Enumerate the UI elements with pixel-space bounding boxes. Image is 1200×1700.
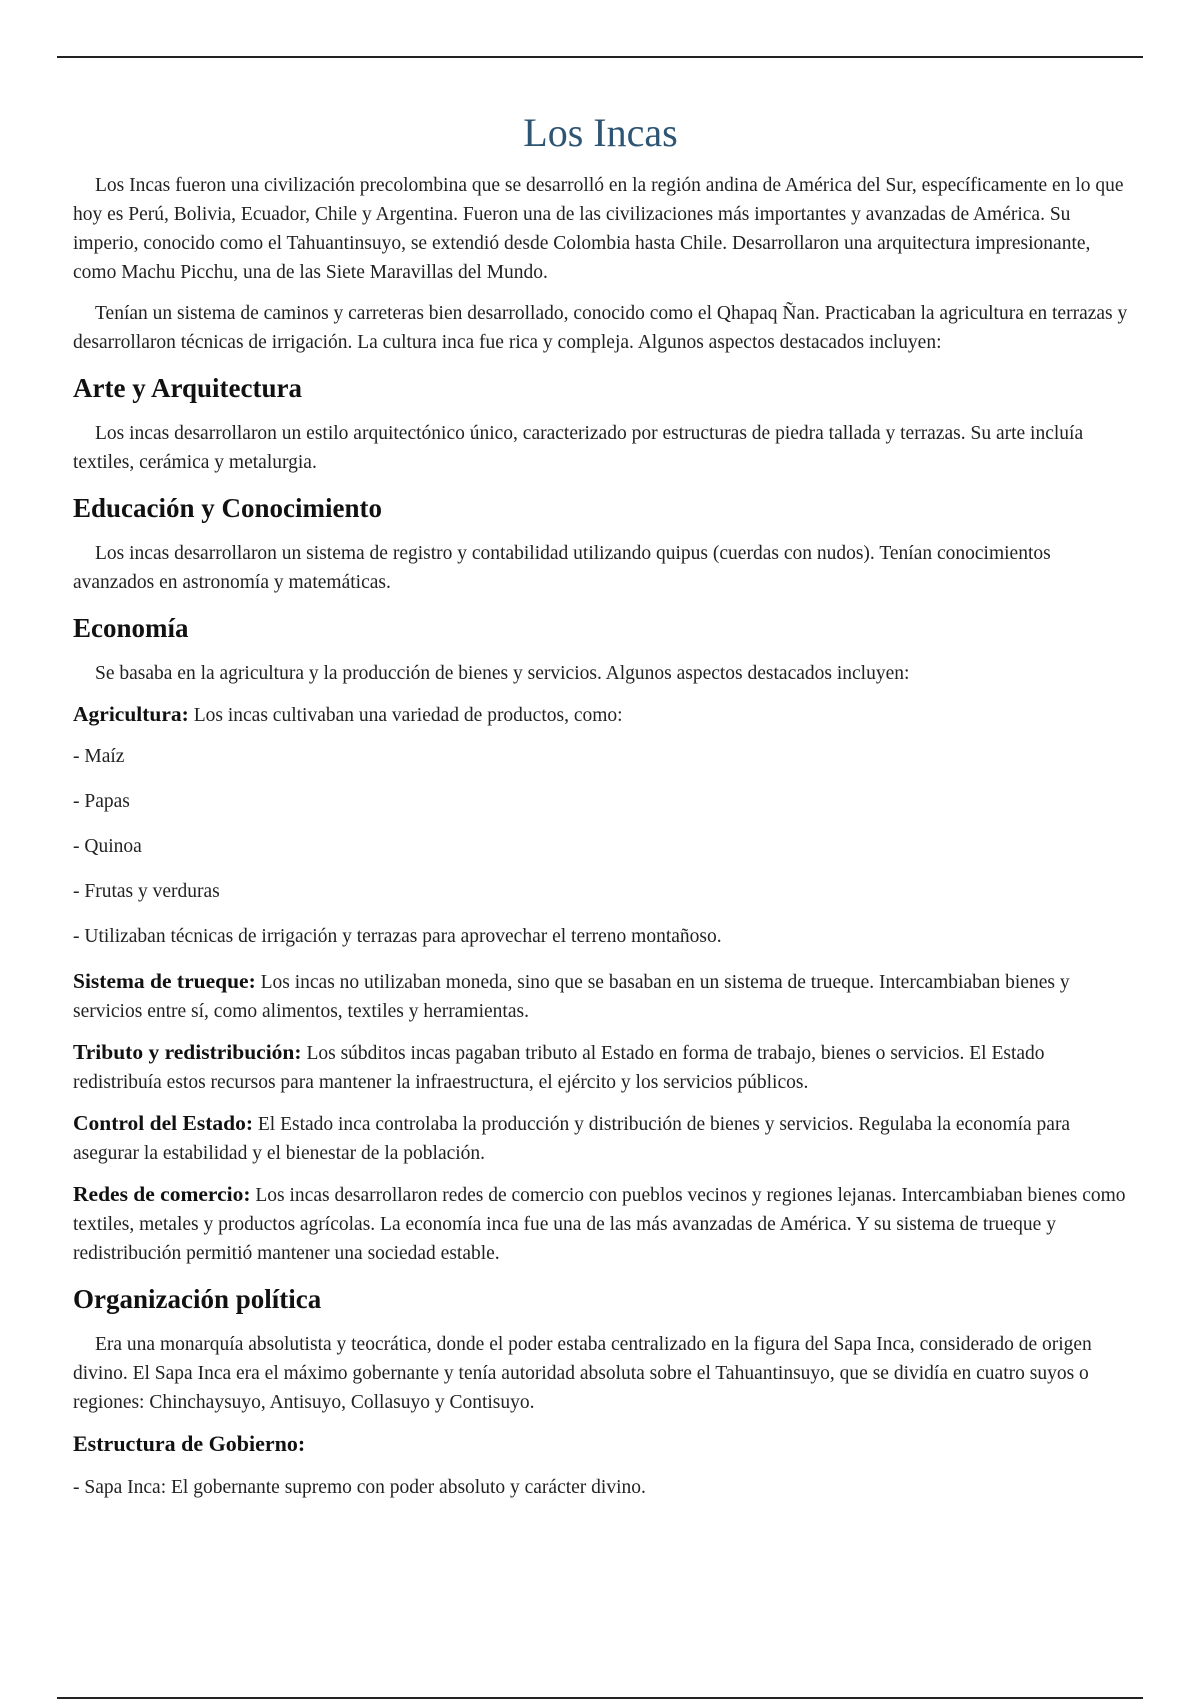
agricultura-paragraph <box>73 700 1128 730</box>
tributo-term: Tributo y redistribución: <box>73 1040 302 1064</box>
crop-item-maiz: - Maíz <box>73 746 125 767</box>
tributo-paragraph <box>73 1038 1128 1097</box>
top-rule <box>57 56 1143 58</box>
heading-educacion: Educación y Conocimiento <box>73 493 383 523</box>
document-body <box>73 105 1128 1518</box>
arte-paragraph: Los incas desarrollaron un estilo arquitectónico único, caracterizado por estructuras de piedra tallada y terrazas. Su arte incluía textiles, cerámica y metalurgia. <box>73 423 1084 473</box>
educacion-paragraph: Los incas desarrollaron un sistema de registro y contabilidad utilizando quipus (cuerdas con nudos). Tenían conocimientos avanzados en astronomía y matemáticas. <box>73 543 1051 593</box>
redes-paragraph <box>73 1180 1128 1268</box>
redes-term: Redes de comercio: <box>73 1182 251 1206</box>
trueque-term: Sistema de trueque: <box>73 969 256 993</box>
economia-intro: Se basaba en la agricultura y la producción de bienes y servicios. Algunos aspectos destacados incluyen: <box>95 663 910 684</box>
page-title: Los Incas <box>523 110 678 155</box>
bottom-rule <box>57 1697 1143 1699</box>
crop-item-irrigacion: - Utilizaban técnicas de irrigación y terrazas para aprovechar el terreno montañoso. <box>73 926 722 947</box>
agricultura-text: Los incas cultivaban una variedad de productos, como: <box>193 705 623 726</box>
trueque-text: Los incas no utilizaban moneda, sino que se basaban en un sistema de trueque. Intercambiaban bienes y servicios entre sí, como alimentos, textiles y herramientas. <box>73 972 1070 1022</box>
tributo-text: Los súbditos incas pagaban tributo al Estado en forma de trabajo, bienes o servicios. El Estado redistribuía estos recursos para mantener la infraestructura, el ejército y los servicios públicos. <box>73 1043 1045 1093</box>
crop-item-quinoa: - Quinoa <box>73 836 142 857</box>
heading-politica: Organización política <box>73 1284 322 1314</box>
intro-paragraph-2: Tenían un sistema de caminos y carreteras bien desarrollado, conocido como el Qhapaq Ñan. Practicaban la agricultura en terrazas y desarrollaron técnicas de irrigación. La cultura inca fue rica y compleja. Algunos aspectos destacados incluyen: <box>73 303 1128 353</box>
heading-estructura-gobierno: Estructura de Gobierno: <box>73 1431 306 1456</box>
intro-paragraph-1: Los Incas fueron una civilización precolombina que se desarrolló en la región andina de América del Sur, específicamente en lo que hoy es Perú, Bolivia, Ecuador, Chile y Argentina. Fueron una de las civilizaciones más importantes y avanzadas de América. Su imperio, conocido como el Tahuantinsuyo, se extendió desde Colombia hasta Chile. Desarrollaron una arquitectura impresionante, como Machu Picchu, una de las Siete Maravillas del Mundo. <box>73 175 1124 283</box>
control-text: El Estado inca controlaba la producción y distribución de bienes y servicios. Regulaba la economía para asegurar la estabilidad y el bienestar de la población. <box>73 1114 1071 1164</box>
crop-item-papas: - Papas <box>73 791 130 812</box>
agricultura-term: Agricultura: <box>73 702 189 726</box>
crop-item-frutas: - Frutas y verduras <box>73 881 220 902</box>
redes-text: Los incas desarrollaron redes de comercio con pueblos vecinos y regiones lejanas. Intercambiaban bienes como textiles, metales y productos agrícolas. La economía inca fue una de las más avanzadas de América. Y su sistema de trueque y redistribución permitió mantener una sociedad estable. <box>73 1185 1126 1264</box>
control-term: Control del Estado: <box>73 1111 253 1135</box>
gobierno-item-sapa-inca: - Sapa Inca: El gobernante supremo con poder absoluto y carácter divino. <box>73 1477 646 1498</box>
heading-arte: Arte y Arquitectura <box>73 373 302 403</box>
heading-economia: Economía <box>73 613 189 643</box>
control-paragraph <box>73 1109 1128 1168</box>
politica-paragraph: Era una monarquía absolutista y teocrática, donde el poder estaba centralizado en la figura del Sapa Inca, considerado de origen divino. El Sapa Inca era el máximo gobernante y tenía autoridad absoluta sobre el Tahuantinsuyo, que se dividía en cuatro suyos o regiones: Chinchaysuyo, Antisuyo, Collasuyo y Contisuyo. <box>73 1334 1092 1413</box>
trueque-paragraph <box>73 967 1128 1026</box>
